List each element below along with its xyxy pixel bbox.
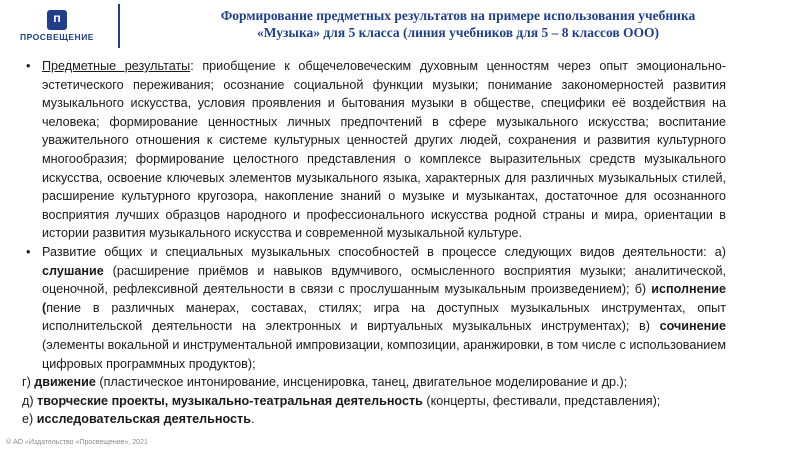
publisher-logo [12, 10, 102, 46]
term-research: исследовательская деятельность [36, 412, 251, 427]
slide-body [22, 57, 726, 429]
research-text: . [250, 412, 255, 427]
header-divider [118, 4, 120, 48]
paragraph-abilities [22, 243, 726, 373]
term-listening: слушание [42, 263, 104, 278]
subject-results-text: : приобщение к общечеловеческим духовным ценностям через опыт эмоционально-эстетического переживания; осознание социальной функции музыки; понимание закономерностей развития музыкального искусства, условия проявления и бытования музыки в обществе, специфики её воздействия на человека; формирование ценностных личных предпочтений в сфере музыкального искусства; воспитание уважительного отношения к системе культурных ценностей других людей, сохранения и развития культурного многообразия; формирование целостного представления о комплексе выразительных средств музыкального искусства, освоение ключевых элементов музыкального языка, характерных для различных музыкальных стилей, расширение культурного кругозора, накопление знаний о музыке и музыкантах, достаточное для осознанного восприятия лучших образцов народного и профессионального искусства родной страны и мира, ориентации в истории развития музыкального искусства и современной музыкальной культуре. [42, 59, 726, 241]
term-subject-results: Предметные результаты [42, 59, 191, 73]
projects-prefix: д) [22, 393, 38, 408]
listening-text: (расширение приёмов и навыков вдумчивого, осмысленного восприятия музыки; аналитической, оценочной, рефлексивной деятельности в связи с прослушанным музыкальным произведением); б) [42, 263, 726, 297]
item-research [22, 410, 726, 429]
prosveshchenie-logo-icon: П [47, 10, 67, 30]
logo-text: ПРОСВЕЩЕНИЕ [20, 32, 94, 42]
term-projects: творческие проекты, музыкально-театральная деятельность [37, 393, 423, 408]
copyright-footer: © АО «Издательство «Просвещение», 2021 [6, 439, 148, 446]
composition-text: (элементы вокальной и инструментальной импровизации, композиции, аранжировки, в том числе с использованием цифровых программных продуктов); [42, 337, 726, 371]
movement-text: (пластическое интонирование, инсценировка, танец, двигательное моделирование и др.); [95, 375, 628, 390]
performance-text: пение в различных манерах, составах, стилях; игра на доступных музыкальных инструментах, опыт исполнительской деятельности на электронных и виртуальных музыкальных инструментах); в) [42, 300, 726, 334]
abilities-intro: Развитие общих и специальных музыкальных способностей в процессе следующих видов деятельности: а) [42, 244, 726, 259]
movement-prefix: г) [22, 375, 35, 390]
title-line-1: Формирование предметных результатов на примере использования учебника [220, 8, 696, 23]
term-composition: сочинение [659, 319, 726, 334]
projects-text: (концерты, фестивали, представления); [422, 393, 661, 408]
term-performance: исполнение ( [42, 282, 726, 315]
title-line-2: «Музыка» для 5 класса (линия учебников для 5 – 8 классов ООО) [256, 25, 660, 40]
page-title [128, 7, 788, 41]
bullet-icon: • [26, 59, 31, 73]
research-prefix: е) [22, 412, 37, 427]
item-movement [22, 373, 726, 392]
paragraph-subject-results [22, 57, 726, 243]
bullet-icon: • [26, 244, 31, 259]
item-creative-projects [22, 392, 726, 411]
term-movement: движение [34, 375, 96, 390]
